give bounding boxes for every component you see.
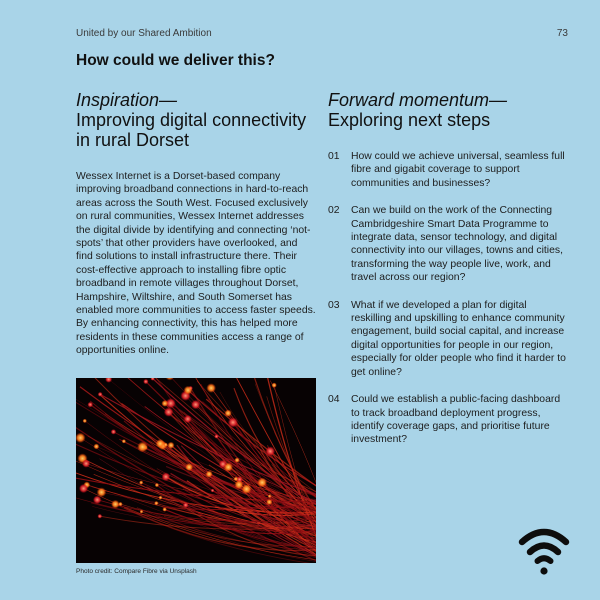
- next-steps-heading-italic: Forward momentum—: [328, 90, 508, 110]
- question-text: Could we establish a public-facing dashboard to track broadband deployment progress, identify coverage gaps, and prioritise future investment?: [351, 394, 561, 446]
- question-item: [328, 150, 568, 190]
- fibre-light-dot: [183, 502, 189, 508]
- inspiration-heading-italic: Inspiration—: [76, 90, 178, 110]
- questions-list: [328, 150, 568, 447]
- fibre-light-dot: [156, 439, 165, 448]
- fibre-light-dot: [87, 402, 93, 408]
- section-title: How could we deliver this?: [76, 52, 275, 69]
- fibre-light-dot: [271, 383, 276, 388]
- question-number: 01: [328, 151, 340, 162]
- fibre-light-dot: [206, 383, 216, 393]
- fibre-light-dot: [93, 444, 99, 450]
- question-item: [328, 393, 568, 447]
- next-steps-heading: [328, 90, 568, 130]
- next-steps-heading-subtitle: Exploring next steps: [328, 110, 491, 130]
- fibre-light-dot: [155, 483, 159, 487]
- fibre-light-dot: [206, 470, 213, 477]
- fibre-light-dot: [154, 501, 158, 505]
- fibre-light-dot: [224, 462, 233, 471]
- fibre-light-dot: [158, 496, 162, 500]
- inspiration-body: Wessex Internet is a Dorset-based company improving broadband connections in hard-to-reach areas across the South West. Focused exclusively on rural communities, Wessex Internet addresses the digital divide by identifying and connecting ‘not-spots’ that other providers have overlooked, and find solutions to install infrastructure there. Their cost-effective approach to installing fibre optic broadband in remote villages throughout Dorset, Hampshire, Wiltshire, and South Somerset has enabled more communities to access faster speeds. By enhancing connectivity, this has helped more residents in these communities access a range of opportunities online.: [76, 171, 316, 357]
- fibre-light-dot: [191, 400, 200, 409]
- question-number: 02: [328, 205, 340, 217]
- fibre-light-dot: [234, 457, 239, 462]
- question-number: 04: [328, 394, 340, 406]
- fibre-light-dot: [93, 495, 102, 504]
- photo-caption: Photo credit: Compare Fibre via Unsplash: [76, 568, 197, 575]
- fibre-light-dot: [214, 434, 218, 438]
- fibre-light-dot: [268, 494, 272, 498]
- fibre-light-dot: [143, 379, 148, 384]
- fibre-light-dot: [137, 442, 148, 453]
- inspiration-column: [76, 90, 316, 358]
- fibre-light-dot: [122, 439, 126, 443]
- fibre-light-dot: [184, 415, 192, 423]
- fibre-light-dot: [257, 477, 267, 487]
- question-text: What if we developed a plan for digital reskilling and upskilling to enhance community engagement, build social capital, and increase digital opportunities for people in our region, especially for older people who find it harder to get online?: [351, 299, 566, 378]
- next-steps-column: [328, 90, 568, 461]
- fibre-optic-photo: [76, 378, 316, 563]
- fibre-light-dot: [162, 472, 171, 481]
- question-item: [328, 299, 568, 379]
- running-header: United by our Shared Ambition: [76, 28, 212, 39]
- fibre-light-dot: [184, 386, 193, 395]
- fibre-light-dot: [224, 409, 231, 416]
- fibre-light-dot: [98, 392, 103, 397]
- inspiration-heading: [76, 90, 316, 150]
- question-number: 03: [328, 299, 340, 311]
- question-item: [328, 204, 568, 284]
- fibre-light-dot: [111, 429, 116, 434]
- fibre-light-dot: [211, 489, 215, 493]
- inspiration-heading-subtitle: Improving digital connectivity in rural Dorset: [76, 110, 307, 150]
- fibre-light-dot: [161, 400, 168, 407]
- page-number: 73: [556, 28, 568, 39]
- fibre-light-dot: [234, 480, 243, 489]
- fibre-optic-image: [76, 378, 316, 563]
- fibre-light-dot: [82, 459, 90, 467]
- fibre-light-dot: [228, 417, 238, 427]
- question-text: How could we achieve universal, seamless full fibre and gigabit coverage to support communities and businesses?: [351, 151, 565, 189]
- wifi-icon: [518, 520, 570, 576]
- fibre-light-dot: [266, 499, 272, 505]
- fibre-light-dot: [167, 442, 174, 449]
- fibre-light-dot: [97, 514, 102, 519]
- fibre-light-dot: [185, 463, 193, 471]
- fibre-light-dot: [118, 502, 122, 506]
- fibre-light-dot: [162, 507, 166, 511]
- fibre-light-dot: [164, 407, 174, 417]
- fibre-light-dot: [79, 484, 88, 493]
- question-text: Can we build on the work of the Connecting Cambridgeshire Smart Data Programme to integrate data, sensor technology, and digital connectivity into our villages, towns and cities, transforming the way people live, work, and travel across our region?: [351, 205, 563, 284]
- fibre-light-dot: [83, 419, 87, 423]
- fibre-light-dot: [139, 480, 143, 484]
- fibre-light-dot: [265, 446, 275, 456]
- fibre-light-dot: [140, 510, 144, 514]
